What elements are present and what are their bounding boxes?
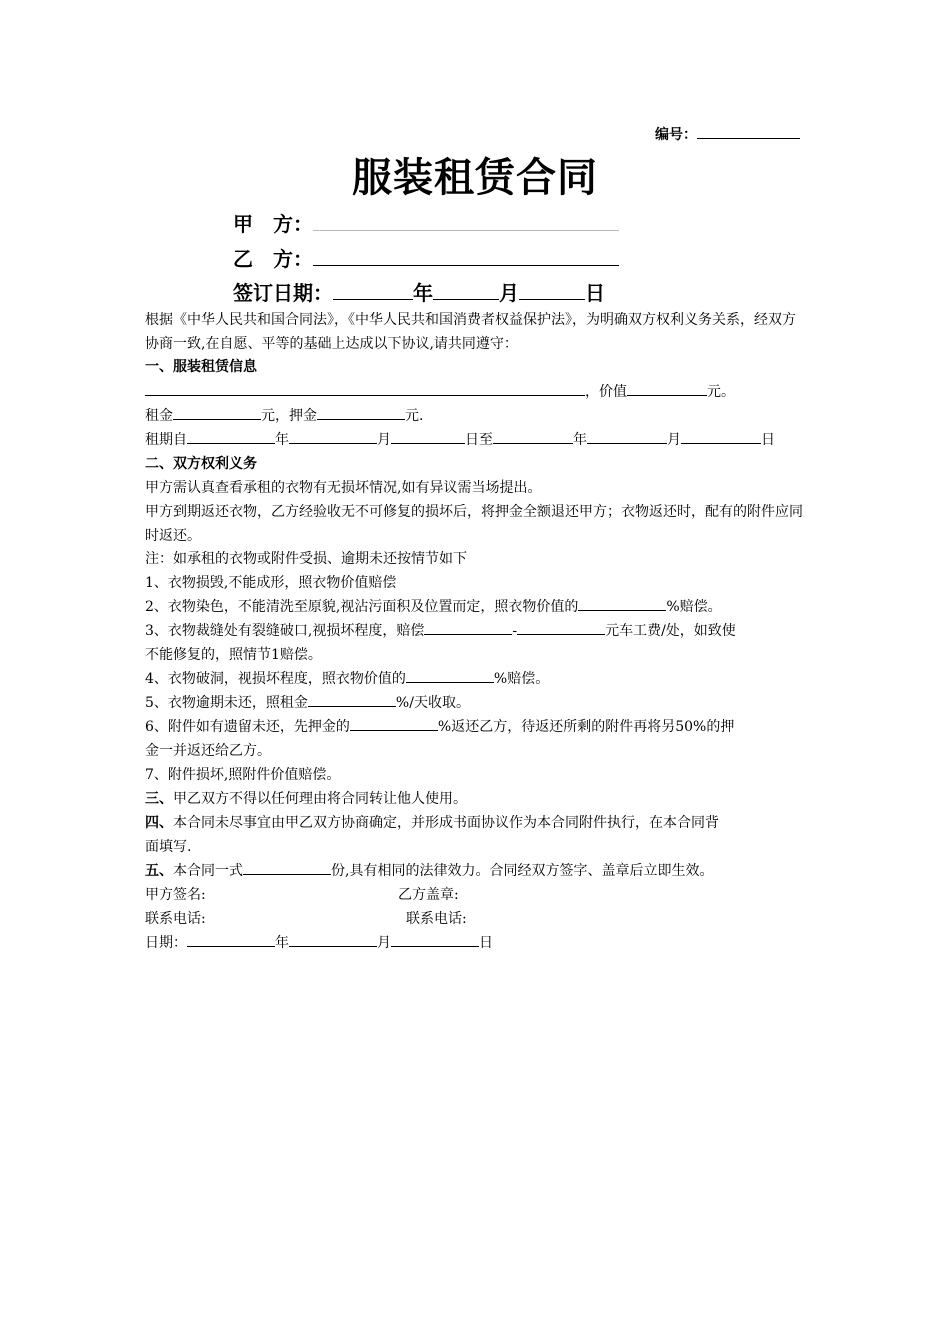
item3-max-blank[interactable]	[517, 619, 605, 635]
period-start-day-blank[interactable]	[391, 428, 465, 444]
value-blank[interactable]	[627, 380, 707, 396]
deposit-label: 元，押金	[261, 408, 317, 424]
period-end-month-blank[interactable]	[587, 428, 667, 444]
section3-num: 三、	[145, 791, 173, 807]
period-start-year-blank[interactable]	[187, 428, 275, 444]
year-label: 年	[275, 432, 289, 448]
item2-text: 2、衣物染色，不能清洗至原貌,视沾污面积及位置而定，照衣物价值的	[145, 599, 579, 615]
item4-suffix: %赔偿。	[493, 671, 550, 687]
party-b-row	[233, 243, 619, 272]
party-b-label: 乙 方：	[233, 247, 313, 271]
section4-cont: 面填写.	[145, 839, 192, 855]
section3-text: 甲乙双方不得以任何理由将合同转让他人使用。	[173, 791, 467, 807]
party-a-blank[interactable]	[313, 210, 619, 231]
clause-item-4	[145, 667, 549, 691]
item6-suffix: %返还乙方，待返还所剩的附件再将另50%的押	[437, 719, 735, 735]
section2-p2: 甲方到期返还衣物，乙方经验收无不可修复的损坏后，将押金全额退还甲方；衣物返还时，配有的附件应同时返还。	[145, 504, 803, 544]
sign-day-blank[interactable]	[519, 279, 585, 300]
year-label: 年	[275, 935, 289, 951]
month-label: 月	[377, 432, 391, 448]
item6-text: 6、附件如有遗留未还，先押金的	[145, 719, 350, 735]
rent-deposit-row	[145, 404, 423, 428]
clothing-info-row	[145, 380, 735, 404]
item4-text: 4、衣物破洞，视损坏程度，照衣物价值的	[145, 671, 406, 687]
section4-num: 四、	[145, 815, 173, 831]
deposit-unit: 元.	[405, 408, 424, 424]
item3-dash: -	[512, 623, 518, 639]
item5-suffix: %/天收取。	[395, 695, 470, 711]
item2-percent-blank[interactable]	[578, 595, 666, 611]
intro-paragraph: 根据《中华人民共和国合同法》，《中华人民共和国消费者权益保护法》，为明确双方权利义务关系，经双方协商一致,在自愿、平等的基础上达成以下协议,请共同遵守：	[145, 312, 796, 352]
party-b-phone: 联系电话:	[406, 911, 467, 927]
section5-suffix: 份,具有相同的法律效力。合同经双方签字、盖章后立即生效。	[331, 863, 714, 879]
party-a-phone: 联系电话:	[145, 911, 206, 927]
serial-label: 编号：	[655, 127, 697, 143]
sig-day-blank[interactable]	[391, 931, 479, 947]
sign-month-blank[interactable]	[433, 279, 499, 300]
party-b-seal: 乙方盖章:	[398, 887, 459, 903]
period-label: 租期自	[145, 432, 187, 448]
clause-item-6	[145, 715, 734, 739]
clause-item-1: 1、衣物损毁,不能成形，照衣物价值赔偿	[145, 575, 397, 591]
item6-percent-blank[interactable]	[350, 715, 438, 731]
month-label: 月	[499, 281, 519, 305]
item3-text: 3、衣物裁缝处有裂缝破口,视损坏程度，赔偿	[145, 623, 425, 639]
item3-suffix: 元车工费/处，如致使	[605, 623, 736, 639]
sig-year-blank[interactable]	[187, 931, 275, 947]
clothing-info-blank[interactable]	[145, 380, 585, 396]
party-b-blank[interactable]	[313, 245, 619, 266]
item4-percent-blank[interactable]	[406, 667, 494, 683]
sign-date-label: 签订日期：	[233, 281, 333, 305]
copies-blank[interactable]	[243, 859, 331, 875]
sig-month-blank[interactable]	[289, 931, 377, 947]
section5-text: 本合同一式	[173, 863, 243, 879]
date-label: 日期：	[145, 935, 187, 951]
section3	[145, 787, 467, 811]
deposit-blank[interactable]	[317, 404, 405, 420]
party-a-label: 甲 方：	[233, 212, 313, 236]
value-unit: 元。	[707, 384, 735, 400]
item5-text: 5、衣物逾期未还，照租金	[145, 695, 308, 711]
item3-min-blank[interactable]	[424, 619, 512, 635]
clause-item-5	[145, 691, 470, 715]
period-start-month-blank[interactable]	[289, 428, 377, 444]
section4	[145, 811, 719, 835]
section4-text: 本合同未尽事宜由甲乙双方协商确定，并形成书面协议作为本合同附件执行，在本合同背	[173, 815, 719, 831]
period-end-year-blank[interactable]	[493, 428, 573, 444]
clause-item-3	[145, 619, 736, 643]
month-label: 月	[667, 432, 681, 448]
year-label: 年	[413, 281, 433, 305]
clause-item-2	[145, 595, 722, 619]
clause-item-7: 7、附件损坏,照附件价值赔偿。	[145, 767, 341, 783]
sign-date-row	[233, 277, 605, 306]
section5	[145, 859, 713, 883]
value-label: ，价值	[585, 384, 627, 400]
serial-number	[655, 123, 800, 144]
rental-period-row	[145, 428, 775, 452]
day-label: 日	[479, 935, 493, 951]
section1-heading: 一、服装租赁信息	[145, 359, 257, 375]
section2-heading: 二、双方权利义务	[145, 456, 257, 472]
day-label: 日	[761, 432, 775, 448]
day-to-label: 日至	[465, 432, 493, 448]
page-title: 服装租赁合同	[352, 155, 598, 201]
period-end-day-blank[interactable]	[681, 428, 761, 444]
section2-note: 注：如承租的衣物或附件受损、逾期未还按情节如下	[145, 551, 467, 567]
sign-year-blank[interactable]	[333, 279, 413, 300]
item5-percent-blank[interactable]	[308, 691, 396, 707]
clause-item-6-cont: 金一并返还给乙方。	[145, 743, 271, 759]
rent-blank[interactable]	[173, 404, 261, 420]
signature-date-row	[145, 931, 493, 955]
party-a-signature: 甲方签名:	[145, 887, 206, 903]
day-label: 日	[585, 281, 605, 305]
year-label: 年	[573, 432, 587, 448]
section2-p1: 甲方需认真查看承租的衣物有无损坏情况,如有异议需当场提出。	[145, 480, 542, 496]
party-a-row	[233, 208, 619, 237]
item2-suffix: %赔偿。	[666, 599, 722, 615]
rent-label: 租金	[145, 408, 173, 424]
section5-num: 五、	[145, 863, 173, 879]
serial-blank[interactable]	[697, 123, 800, 139]
clause-item-3-cont: 不能修复的，照情节1赔偿。	[145, 647, 322, 663]
month-label: 月	[377, 935, 391, 951]
